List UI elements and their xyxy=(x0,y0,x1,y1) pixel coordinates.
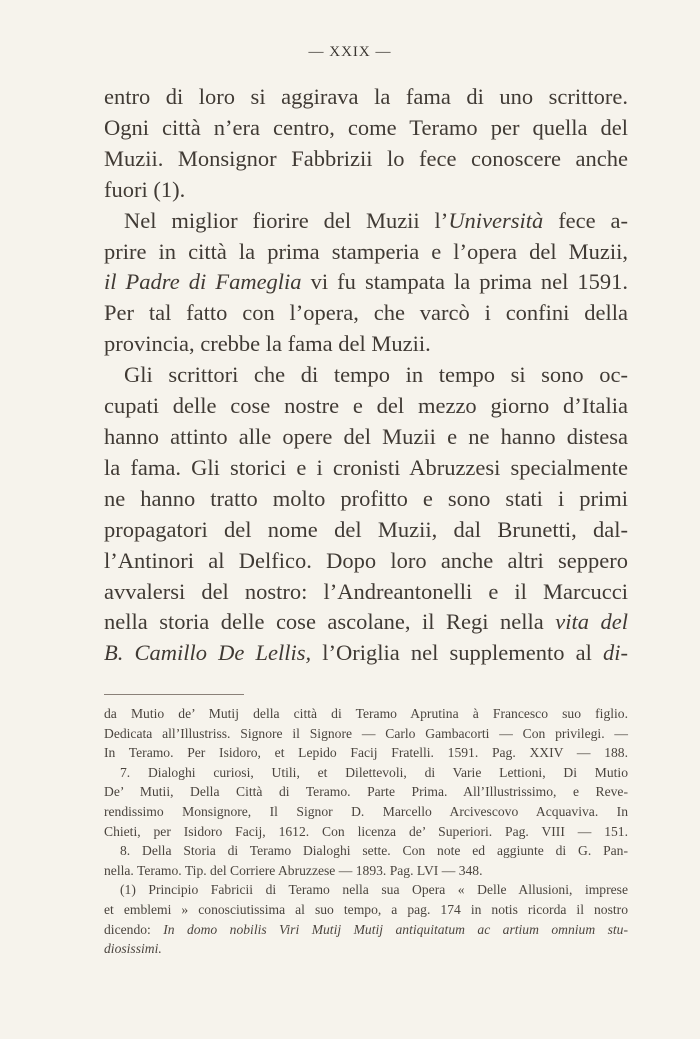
text-line: Per tal fatto con l’opera, che varcò i confini della xyxy=(104,300,628,326)
text-line: propagatori del nome del Muzii, dal Brunetti, dal- xyxy=(104,516,628,542)
text-line: prire in città la prima stamperia e l’opera del Muzii, xyxy=(104,238,628,264)
footnote-line: Dedicata all’Illustriss. Signore il Signore — Carlo Gambacorti — Con privilegi. — xyxy=(104,725,628,741)
text-line: Ogni città n’era centro, come Teramo per quella del xyxy=(104,114,628,140)
footnote-line: dicendo: In domo nobilis Viri Mutij Mutij antiquitatum ac artium omnium stu- xyxy=(104,921,628,937)
text-line: nella storia delle cose ascolane, il Regi nella vita del xyxy=(104,609,628,635)
footnote-divider xyxy=(104,694,244,695)
text-line: provincia, crebbe la fama del Muzii. xyxy=(104,331,431,357)
page-number-header: — XXIX — xyxy=(308,44,392,60)
paragraph-1 xyxy=(104,82,628,206)
text-line: avvalersi del nostro: l’Andreantonelli e il Marcucci xyxy=(104,578,628,604)
italic-term: Università xyxy=(448,207,544,233)
italic-title: il Padre di Fameglia xyxy=(104,269,302,295)
text-line: cupati delle cose nostre e del mezzo giorno d’Italia xyxy=(104,393,628,419)
text-line: entro di loro si aggirava la fama di uno scrittore. xyxy=(104,84,628,109)
footnote-line: da Mutio de’ Mutij della città di Teramo Aprutina à Francesco suo figlio. xyxy=(104,706,628,721)
footnote-line: De’ Mutii, Della Città di Teramo. Parte Prima. All’Illustrissimo, e Reve- xyxy=(104,784,628,800)
italic-quote: In domo nobilis Viri Mutij Mutij antiquitatum ac artium omnium stu- xyxy=(163,921,628,937)
text-line: hanno attinto alle opere del Muzii e ne hanno distesa xyxy=(104,423,628,449)
text-line: fuori (1). xyxy=(104,176,186,202)
text-line: la fama. Gli storici e i cronisti Abruzzesi specialmente xyxy=(104,454,628,480)
text-line: l’Antinori al Delfico. Dopo loro anche altri seppero xyxy=(104,547,628,573)
text-line: il Padre di Fameglia vi fu stampata la prima nel 1591. xyxy=(104,269,629,295)
paragraph-2 xyxy=(104,206,628,361)
footnote-line: 7. Dialoghi curiosi, Utili, et Dilettevoli, di Varie Lettioni, Di Mutio xyxy=(120,764,628,780)
footnotes xyxy=(104,704,628,959)
text-line: Gli scrittori che di tempo in tempo si sono oc- xyxy=(124,362,628,388)
paragraph-3 xyxy=(104,360,628,669)
italic-title: B. Camillo De Lellis, xyxy=(104,640,312,666)
text-line: Nel miglior fiorire del Muzii l’Università fece a- xyxy=(124,207,628,233)
footnote-line: 8. Della Storia di Teramo Dialoghi sette. Con note ed aggiunte di G. Pan- xyxy=(120,843,628,859)
footnote-line: (1) Principio Fabricii di Teramo nella sua Opera « Delle Allusioni, imprese xyxy=(120,882,628,898)
footnote-line: In Teramo. Per Isidoro, et Lepido Facij Fratelli. 1591. Pag. XXIV — 188. xyxy=(104,745,628,761)
italic-quote: diosissimi. xyxy=(104,941,162,957)
footnote-line: nella. Teramo. Tip. del Corriere Abruzzese — 1893. Pag. LVI — 348. xyxy=(104,862,483,878)
italic-title: vita del xyxy=(555,609,628,635)
footnote-line: rendissimo Monsignore, Il Signor D. Marcello Arcivescovo Acquaviva. In xyxy=(104,803,628,819)
footnote-line: et emblemi » conosciutissima al suo tempo, a pag. 174 in notis ricorda il nostro xyxy=(104,901,628,917)
text-line: Muzii. Monsignor Fabbrizii lo fece conoscere anche xyxy=(104,145,628,171)
text-line: ne hanno tratto molto profitto e sono stati i primi xyxy=(104,485,628,511)
italic-term: di- xyxy=(603,640,629,666)
footnote-line xyxy=(104,939,628,959)
text-line: B. Camillo De Lellis, l’Origlia nel supplemento al di- xyxy=(104,640,629,666)
footnote-line: Chieti, per Isidoro Facij, 1612. Con licenza de’ Superiori. Pag. VIII — 151. xyxy=(104,823,628,839)
main-text xyxy=(104,82,628,669)
